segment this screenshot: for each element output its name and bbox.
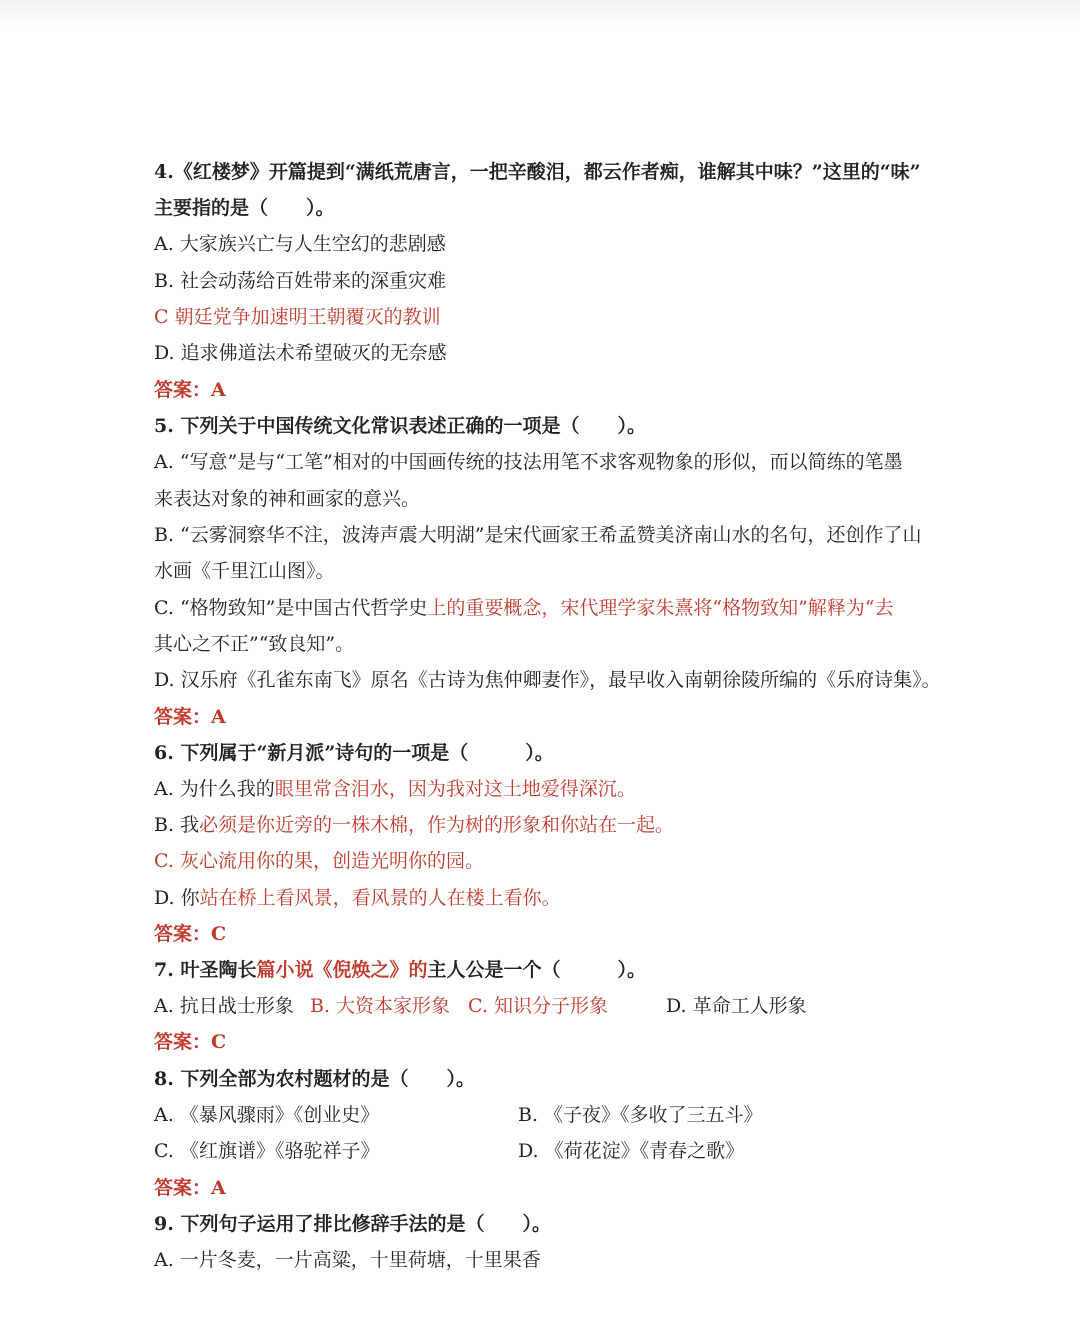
q8-options-row1 [154, 1102, 914, 1128]
q9-option-a: A. 一片冬麦，一片高粱，十里荷塘，十里果香 [154, 1249, 541, 1271]
q5-option-c-line2: 其心之不正”“致良知”。 [154, 633, 355, 655]
q4-option-b: B. 社会动荡给百姓带来的深重灾难 [154, 270, 447, 292]
q6-option-a-black: A. 为什么我的 [154, 778, 275, 800]
q6-option-d-black: D. 你 [154, 887, 200, 909]
q7-stem [154, 957, 646, 983]
q9-stem: 9. 下列句子运用了排比修辞手法的是（ ）。 [154, 1213, 551, 1235]
q5-option-c-line1 [154, 595, 894, 621]
q5-option-a-line1: A. “写意”是与“工笔”相对的中国画传统的技法用笔不求客观物象的形似，而以简练的笔墨 [154, 451, 903, 473]
q7-stem-red: 篇小说《倪焕之》的 [256, 959, 428, 981]
q5-answer: 答案：A [154, 706, 226, 728]
q8-option-a: A. 《暴风骤雨》《创业史》 [154, 1104, 380, 1126]
q6-option-a-red: 眼里常含泪水，因为我对这土地爱得深沉。 [274, 778, 636, 800]
q6-option-a [154, 776, 636, 802]
q7-answer: 答案：C [154, 1031, 227, 1053]
q7-stem-black: 7. 叶圣陶长 [154, 959, 257, 981]
q7-option-c: C. 知识分子形象 [468, 995, 608, 1017]
q7-option-a: A. 抗日战士形象 [154, 995, 294, 1017]
q5-option-b-line2: 水画《千里江山图》。 [154, 560, 335, 582]
q6-option-c: C. 灰心流用你的果，创造光明你的园。 [154, 850, 484, 872]
q7-stem-rest: 主人公是一个（ ）。 [427, 959, 646, 981]
q6-option-b-red: 必须是你近旁的一株木棉，作为树的形象和你站在一起。 [199, 814, 675, 836]
q8-option-c: C. 《红旗谱》《骆驼祥子》 [154, 1140, 380, 1162]
q5-stem: 5. 下列关于中国传统文化常识表述正确的一项是（ ）。 [154, 415, 646, 437]
q8-option-d: D. 《荷花淀》《青春之歌》 [518, 1140, 745, 1162]
q8-stem: 8. 下列全部为农村题材的是（ ）。 [154, 1068, 475, 1090]
q7-option-d: D. 革命工人形象 [666, 995, 807, 1017]
q7-option-b: B. 大资本家形象 [310, 995, 451, 1017]
q5-option-c-red: 上的重要概念，宋代理学家朱熹将“格物致知”解释为“去 [427, 597, 894, 619]
q5-option-a-line2: 来表达对象的神和画家的意兴。 [154, 488, 421, 510]
q4-option-d: D. 追求佛道法术希望破灭的无奈感 [154, 342, 447, 364]
top-shadow [0, 0, 1080, 30]
q6-stem: 6. 下列属于“新月派”诗句的一项是（ ）。 [154, 742, 554, 764]
q4-option-c: C 朝廷党争加速明王朝覆灭的教训 [154, 306, 441, 328]
q6-option-d [154, 885, 561, 911]
q5-option-b-line1: B. “云雾洞察华不注，波涛声震大明湖”是宋代画家王希孟赞美济南山水的名句，还创作了山 [154, 524, 922, 546]
q6-option-b [154, 812, 674, 838]
q4-stem-line1: 4.《红楼梦》开篇提到“满纸荒唐言，一把辛酸泪，都云作者痴，谁解其中味？”这里的“味” [154, 161, 921, 183]
q6-option-d-red: 站在桥上看风景，看风景的人在楼上看你。 [199, 887, 561, 909]
q8-option-b: B. 《子夜》《多收了三五斗》 [518, 1104, 763, 1126]
q4-answer: 答案：A [154, 379, 226, 401]
q7-options-row [154, 993, 914, 1019]
q6-answer: 答案：C [154, 923, 227, 945]
q8-answer: 答案：A [154, 1177, 226, 1199]
q5-option-d: D. 汉乐府《孔雀东南飞》原名《古诗为焦仲卿妻作》，最早收入南朝徐陵所编的《乐府诗集》。 [154, 669, 941, 691]
q4-stem-line2: 主要指的是（ ）。 [154, 197, 335, 219]
q5-option-c-black: C. “格物致知”是中国古代哲学史 [154, 597, 428, 619]
q8-options-row2 [154, 1138, 914, 1164]
q6-option-b-black: B. 我 [154, 814, 200, 836]
q4-option-a: A. 大家族兴亡与人生空幻的悲剧感 [154, 233, 446, 255]
